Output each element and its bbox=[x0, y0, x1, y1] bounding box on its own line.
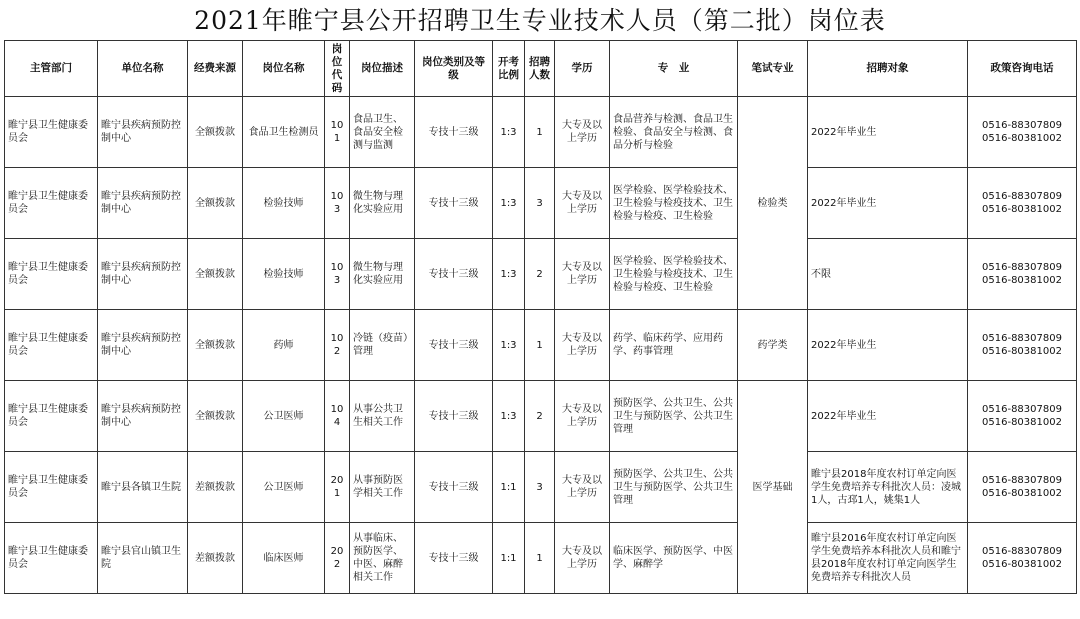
table-row bbox=[5, 310, 1077, 381]
cell-exam: 检验类 bbox=[738, 97, 808, 310]
header-ratio: 开考比例 bbox=[493, 41, 525, 97]
header-target: 招聘对象 bbox=[808, 41, 968, 97]
cell-target: 睢宁县2018年度农村订单定向医学生免费培养专科批次人员：凌城1人，古邳1人，姚集1人 bbox=[808, 452, 968, 523]
table-row bbox=[5, 97, 1077, 168]
cell-edu: 大专及以上学历 bbox=[555, 97, 610, 168]
phone-line-2: 0516-80381002 bbox=[982, 488, 1062, 499]
header-edu: 学历 bbox=[555, 41, 610, 97]
cell-target: 2022年毕业生 bbox=[808, 381, 968, 452]
cell-major: 医学检验、医学检验技术、卫生检验与检疫技术、卫生检验与检疫、卫生检验 bbox=[610, 168, 738, 239]
cell-edu: 大专及以上学历 bbox=[555, 239, 610, 310]
cell-position: 临床医师 bbox=[243, 523, 325, 594]
phone-line-2: 0516-80381002 bbox=[982, 133, 1062, 144]
cell-target: 2022年毕业生 bbox=[808, 97, 968, 168]
header-funding: 经费来源 bbox=[188, 41, 243, 97]
cell-target: 2022年毕业生 bbox=[808, 168, 968, 239]
table-row bbox=[5, 381, 1077, 452]
cell-count: 1 bbox=[525, 310, 555, 381]
cell-code: 101 bbox=[325, 97, 350, 168]
cell-ratio: 1:3 bbox=[493, 310, 525, 381]
header-level: 岗位类别及等级 bbox=[415, 41, 493, 97]
cell-unit: 睢宁县疾病预防控制中心 bbox=[98, 381, 188, 452]
cell-position: 检验技师 bbox=[243, 239, 325, 310]
phone-line-1: 0516-88307809 bbox=[982, 262, 1062, 273]
phone-line-1: 0516-88307809 bbox=[982, 120, 1062, 131]
cell-level: 专技十三级 bbox=[415, 239, 493, 310]
cell-ratio: 1:1 bbox=[493, 452, 525, 523]
cell-count: 1 bbox=[525, 523, 555, 594]
cell-ratio: 1:3 bbox=[493, 97, 525, 168]
cell-code: 104 bbox=[325, 381, 350, 452]
positions-table bbox=[4, 40, 1077, 594]
cell-exam: 药学类 bbox=[738, 310, 808, 381]
cell-desc: 微生物与理化实验应用 bbox=[350, 239, 415, 310]
cell-code: 201 bbox=[325, 452, 350, 523]
cell-ratio: 1:3 bbox=[493, 381, 525, 452]
cell-position: 药师 bbox=[243, 310, 325, 381]
phone-line-1: 0516-88307809 bbox=[982, 333, 1062, 344]
header-unit: 单位名称 bbox=[98, 41, 188, 97]
cell-phone bbox=[968, 97, 1077, 168]
cell-level: 专技十三级 bbox=[415, 523, 493, 594]
cell-phone bbox=[968, 168, 1077, 239]
cell-edu: 大专及以上学历 bbox=[555, 452, 610, 523]
cell-funding: 全额拨款 bbox=[188, 168, 243, 239]
cell-major: 药学、临床药学、应用药学、药事管理 bbox=[610, 310, 738, 381]
cell-position: 食品卫生检测员 bbox=[243, 97, 325, 168]
cell-level: 专技十三级 bbox=[415, 452, 493, 523]
cell-major: 预防医学、公共卫生、公共卫生与预防医学、公共卫生管理 bbox=[610, 381, 738, 452]
cell-level: 专技十三级 bbox=[415, 168, 493, 239]
cell-target: 睢宁县2016年度农村订单定向医学生免费培养本科批次人员和睢宁县2018年度农村订单定向医学生免费培养专科批次人员 bbox=[808, 523, 968, 594]
cell-level: 专技十三级 bbox=[415, 97, 493, 168]
cell-phone bbox=[968, 310, 1077, 381]
phone-line-1: 0516-88307809 bbox=[982, 404, 1062, 415]
cell-unit: 睢宁县官山镇卫生院 bbox=[98, 523, 188, 594]
header-phone: 政策咨询电话 bbox=[968, 41, 1077, 97]
table-row bbox=[5, 168, 1077, 239]
cell-dept: 睢宁县卫生健康委员会 bbox=[5, 452, 98, 523]
cell-phone bbox=[968, 381, 1077, 452]
cell-count: 2 bbox=[525, 239, 555, 310]
cell-target: 不限 bbox=[808, 239, 968, 310]
header-dept: 主管部门 bbox=[5, 41, 98, 97]
page-title: 2021年睢宁县公开招聘卫生专业技术人员（第二批）岗位表 bbox=[194, 6, 886, 35]
cell-phone bbox=[968, 239, 1077, 310]
cell-code: 103 bbox=[325, 168, 350, 239]
cell-ratio: 1:1 bbox=[493, 523, 525, 594]
cell-funding: 全额拨款 bbox=[188, 381, 243, 452]
cell-level: 专技十三级 bbox=[415, 381, 493, 452]
cell-major: 食品营养与检测、食品卫生检验、食品安全与检测、食品分析与检验 bbox=[610, 97, 738, 168]
cell-desc: 食品卫生、食品安全检测与监测 bbox=[350, 97, 415, 168]
header-exam: 笔试专业 bbox=[738, 41, 808, 97]
cell-desc: 从事预防医学相关工作 bbox=[350, 452, 415, 523]
header-row bbox=[5, 41, 1077, 97]
cell-dept: 睢宁县卫生健康委员会 bbox=[5, 239, 98, 310]
cell-dept: 睢宁县卫生健康委员会 bbox=[5, 523, 98, 594]
cell-count: 3 bbox=[525, 168, 555, 239]
header-count: 招聘人数 bbox=[525, 41, 555, 97]
table-row bbox=[5, 452, 1077, 523]
cell-level: 专技十三级 bbox=[415, 310, 493, 381]
phone-line-2: 0516-80381002 bbox=[982, 346, 1062, 357]
phone-line-2: 0516-80381002 bbox=[982, 559, 1062, 570]
cell-major: 预防医学、公共卫生、公共卫生与预防医学、公共卫生管理 bbox=[610, 452, 738, 523]
cell-major: 临床医学、预防医学、中医学、麻醉学 bbox=[610, 523, 738, 594]
cell-edu: 大专及以上学历 bbox=[555, 381, 610, 452]
cell-count: 1 bbox=[525, 97, 555, 168]
cell-desc: 从事公共卫生相关工作 bbox=[350, 381, 415, 452]
cell-funding: 全额拨款 bbox=[188, 310, 243, 381]
cell-dept: 睢宁县卫生健康委员会 bbox=[5, 97, 98, 168]
cell-ratio: 1:3 bbox=[493, 239, 525, 310]
phone-line-2: 0516-80381002 bbox=[982, 204, 1062, 215]
header-desc: 岗位描述 bbox=[350, 41, 415, 97]
header-position: 岗位名称 bbox=[243, 41, 325, 97]
cell-unit: 睢宁县疾病预防控制中心 bbox=[98, 97, 188, 168]
cell-ratio: 1:3 bbox=[493, 168, 525, 239]
cell-funding: 全额拨款 bbox=[188, 97, 243, 168]
cell-funding: 全额拨款 bbox=[188, 239, 243, 310]
cell-edu: 大专及以上学历 bbox=[555, 523, 610, 594]
phone-line-1: 0516-88307809 bbox=[982, 475, 1062, 486]
phone-line-2: 0516-80381002 bbox=[982, 417, 1062, 428]
cell-dept: 睢宁县卫生健康委员会 bbox=[5, 381, 98, 452]
cell-unit: 睢宁县疾病预防控制中心 bbox=[98, 168, 188, 239]
cell-target: 2022年毕业生 bbox=[808, 310, 968, 381]
cell-position: 检验技师 bbox=[243, 168, 325, 239]
cell-phone bbox=[968, 452, 1077, 523]
table-row bbox=[5, 239, 1077, 310]
cell-phone bbox=[968, 523, 1077, 594]
cell-position: 公卫医师 bbox=[243, 452, 325, 523]
cell-unit: 睢宁县疾病预防控制中心 bbox=[98, 239, 188, 310]
cell-count: 2 bbox=[525, 381, 555, 452]
phone-line-2: 0516-80381002 bbox=[982, 275, 1062, 286]
cell-desc: 从事临床、预防医学、中医、麻醉相关工作 bbox=[350, 523, 415, 594]
cell-edu: 大专及以上学历 bbox=[555, 168, 610, 239]
cell-edu: 大专及以上学历 bbox=[555, 310, 610, 381]
cell-unit: 睢宁县疾病预防控制中心 bbox=[98, 310, 188, 381]
cell-dept: 睢宁县卫生健康委员会 bbox=[5, 168, 98, 239]
header-major: 专 业 bbox=[610, 41, 738, 97]
cell-funding: 差额拨款 bbox=[188, 523, 243, 594]
phone-line-1: 0516-88307809 bbox=[982, 546, 1062, 557]
cell-position: 公卫医师 bbox=[243, 381, 325, 452]
cell-funding: 差额拨款 bbox=[188, 452, 243, 523]
header-code: 岗位代码 bbox=[325, 41, 350, 97]
cell-desc: 微生物与理化实验应用 bbox=[350, 168, 415, 239]
cell-code: 102 bbox=[325, 310, 350, 381]
cell-dept: 睢宁县卫生健康委员会 bbox=[5, 310, 98, 381]
cell-major: 医学检验、医学检验技术、卫生检验与检疫技术、卫生检验与检疫、卫生检验 bbox=[610, 239, 738, 310]
cell-count: 3 bbox=[525, 452, 555, 523]
cell-unit: 睢宁县各镇卫生院 bbox=[98, 452, 188, 523]
cell-code: 202 bbox=[325, 523, 350, 594]
cell-desc: 冷链（疫苗）管理 bbox=[350, 310, 415, 381]
table-row bbox=[5, 523, 1077, 594]
cell-code: 103 bbox=[325, 239, 350, 310]
cell-exam: 医学基础 bbox=[738, 381, 808, 594]
phone-line-1: 0516-88307809 bbox=[982, 191, 1062, 202]
